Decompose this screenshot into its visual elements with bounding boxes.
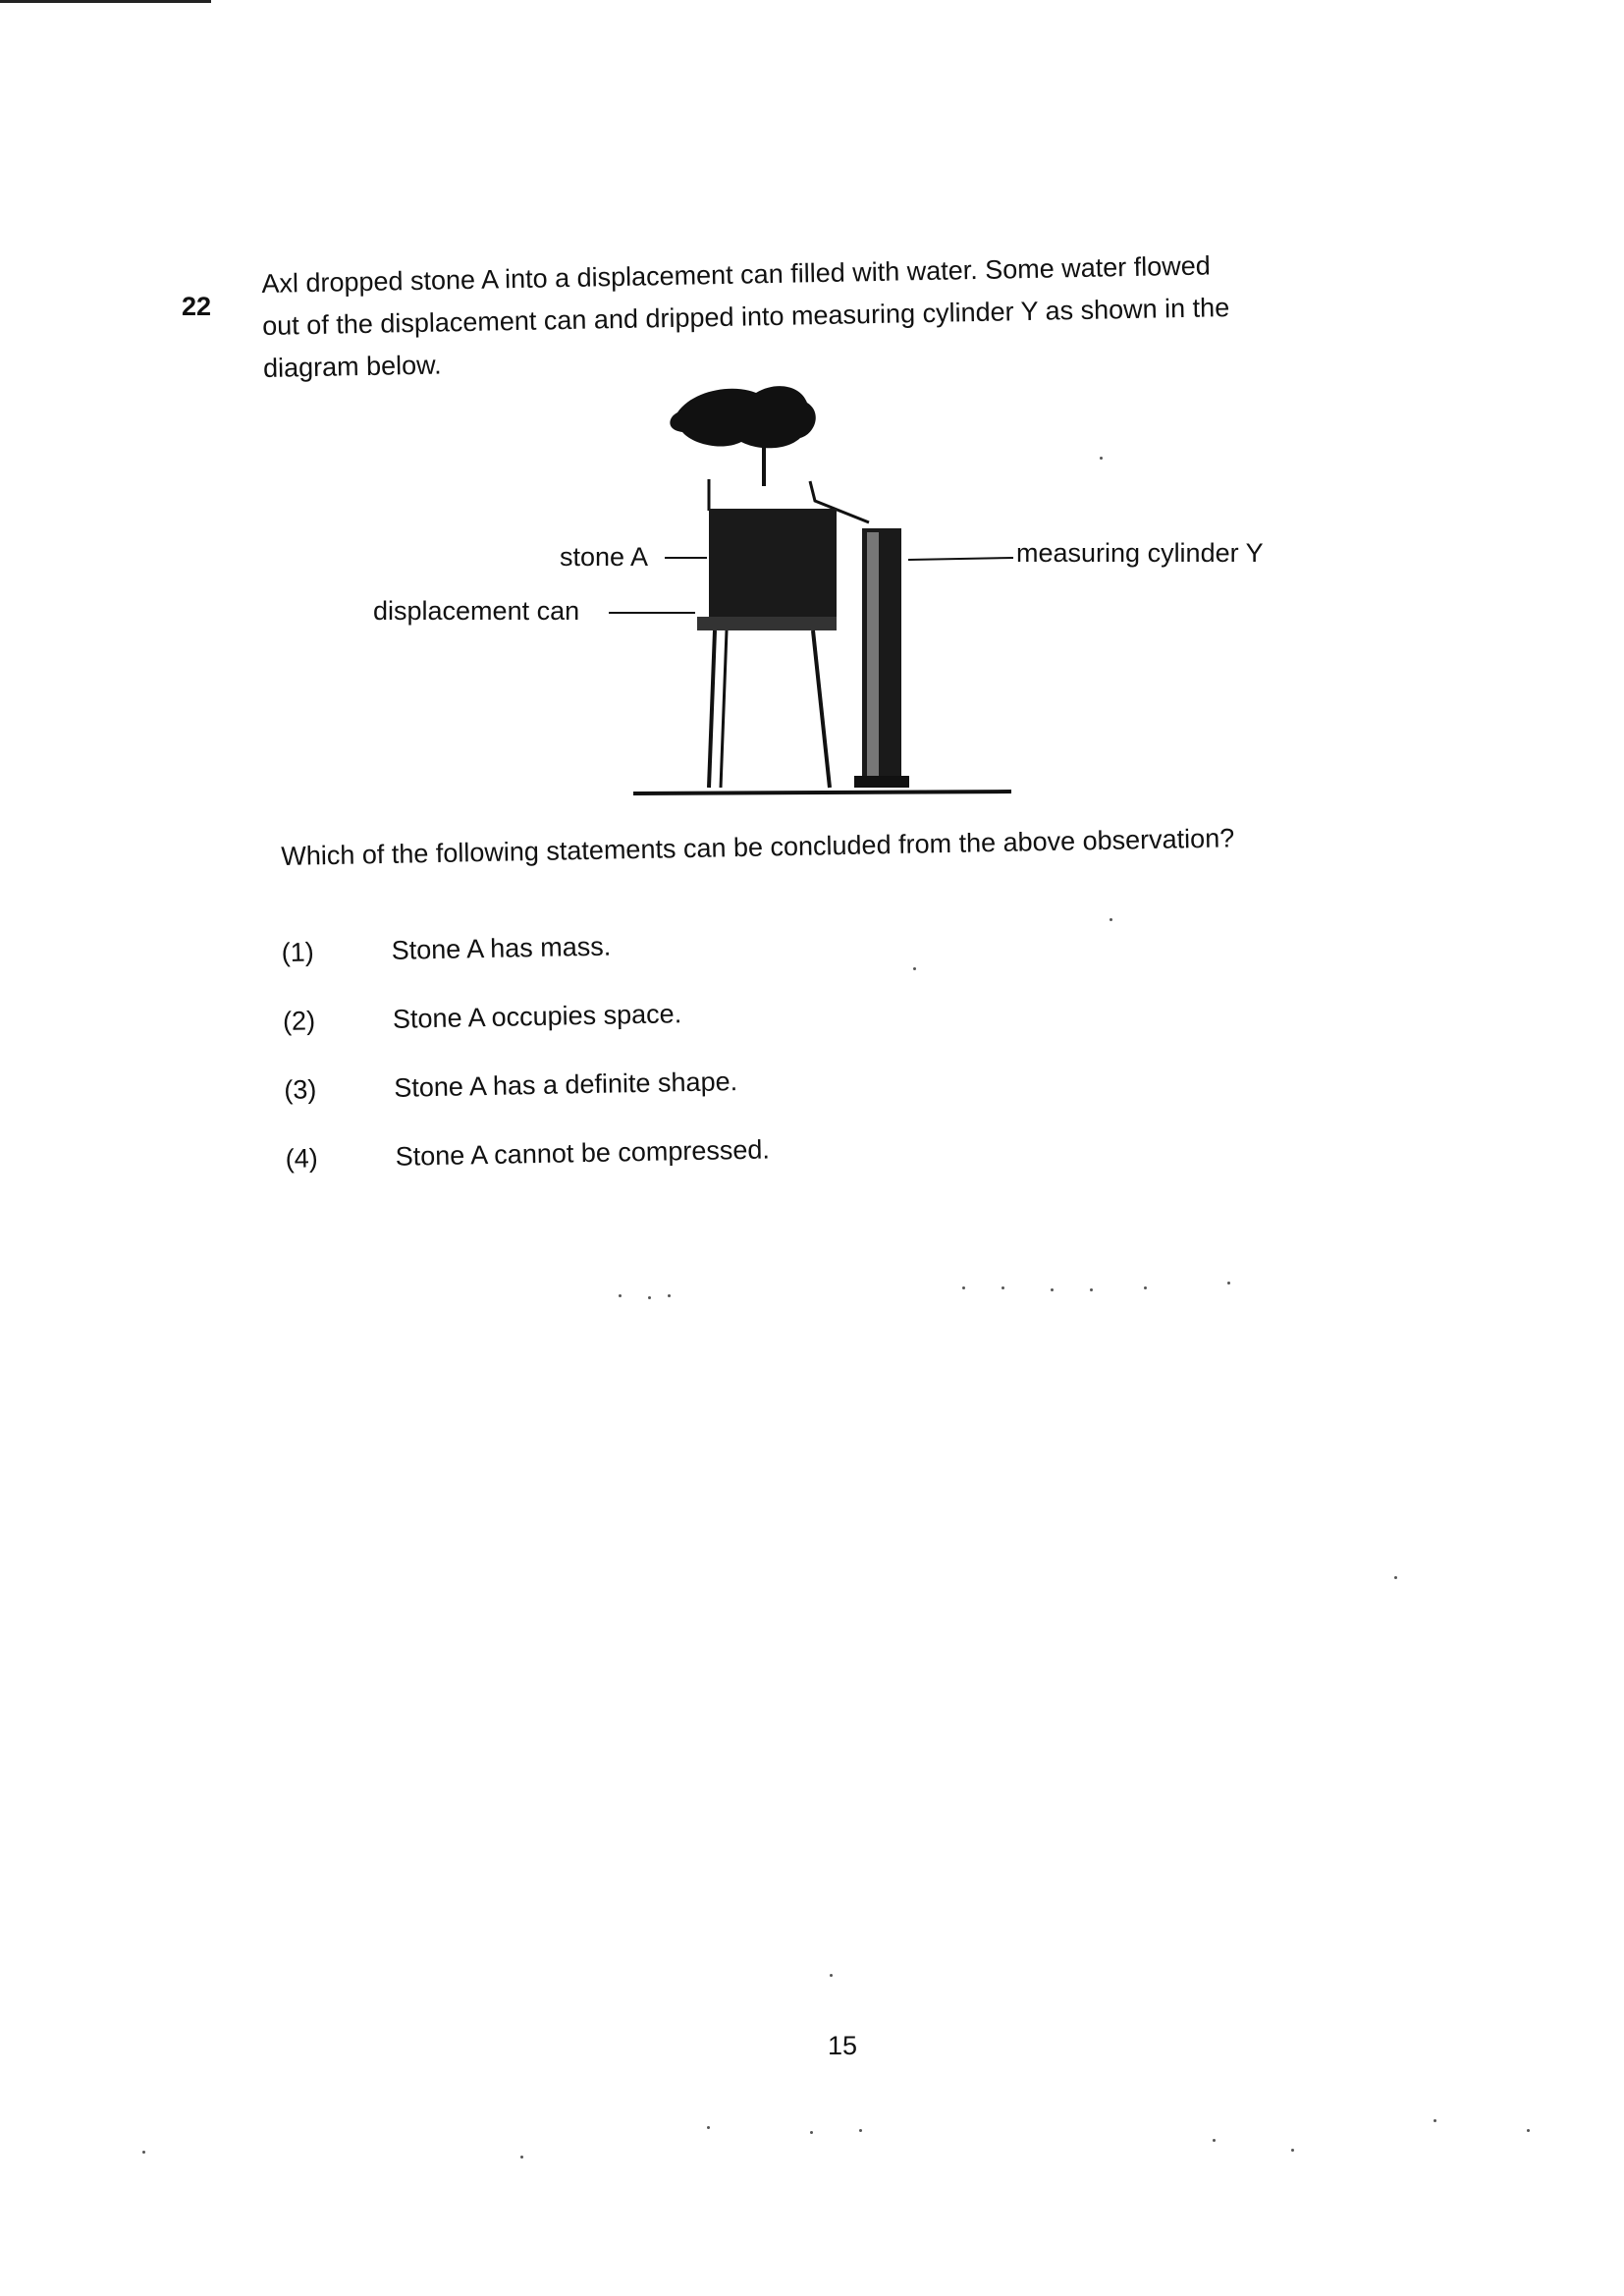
scan-speck (859, 2129, 862, 2132)
measuring-cylinder-label: measuring cylinder Y (1016, 538, 1264, 568)
stone-shape (670, 386, 815, 448)
scan-speck (142, 2151, 145, 2154)
scan-speck (913, 967, 916, 970)
scan-speck (1291, 2149, 1294, 2152)
scan-speck (1051, 1288, 1054, 1291)
option-number: (3) (284, 1073, 317, 1105)
scan-speck (1001, 1286, 1004, 1289)
option-text: Stone A cannot be compressed. (395, 1133, 771, 1172)
answer-options (281, 902, 1169, 1193)
stone-label: stone A (560, 542, 649, 572)
scan-speck (810, 2131, 813, 2134)
stem-line: out of the displacement can and dripped into measuring cylinder Y as shown in the (261, 293, 1230, 341)
question-number: 22 (182, 292, 212, 321)
scan-speck (707, 2126, 710, 2129)
option-text: Stone A occupies space. (392, 998, 682, 1034)
bench-line (633, 792, 1011, 793)
scan-speck (1144, 1286, 1147, 1289)
option-number: (2) (282, 1005, 316, 1036)
stand-platform (697, 617, 837, 630)
question-prompt: Which of the following statements can be concluded from the above observation? (281, 823, 1235, 871)
scan-speck (1090, 1288, 1093, 1291)
displacement-diagram (353, 373, 1316, 815)
option-text: Stone A has a definite shape. (394, 1066, 738, 1103)
scan-speck (1100, 457, 1103, 460)
scan-speck (1527, 2129, 1530, 2132)
scan-speck (1110, 918, 1112, 921)
option-text: Stone A has mass. (391, 931, 612, 965)
option-number: (1) (281, 936, 314, 967)
scan-speck (1394, 1576, 1397, 1579)
scan-speck (619, 1294, 622, 1297)
option-number: (4) (285, 1142, 318, 1174)
displacement-can-label: displacement can (373, 596, 580, 626)
scan-speck (520, 2156, 523, 2159)
apparatus-drawing (353, 373, 1316, 815)
stem-line: diagram below. (262, 350, 442, 383)
top-rule (0, 0, 211, 3)
displacement-can (709, 509, 837, 617)
scan-speck (830, 1974, 833, 1977)
scan-speck (668, 1294, 671, 1297)
scan-speck (648, 1296, 651, 1299)
scan-speck (1227, 1282, 1230, 1285)
scan-speck (962, 1286, 965, 1289)
stem-line: Axl dropped stone A into a displacement can filled with water. Some water flowed (261, 250, 1212, 299)
page-number: 15 (828, 2031, 858, 2060)
scan-speck (1213, 2139, 1216, 2142)
scan-speck (1434, 2119, 1436, 2122)
question-stem (261, 243, 1353, 390)
